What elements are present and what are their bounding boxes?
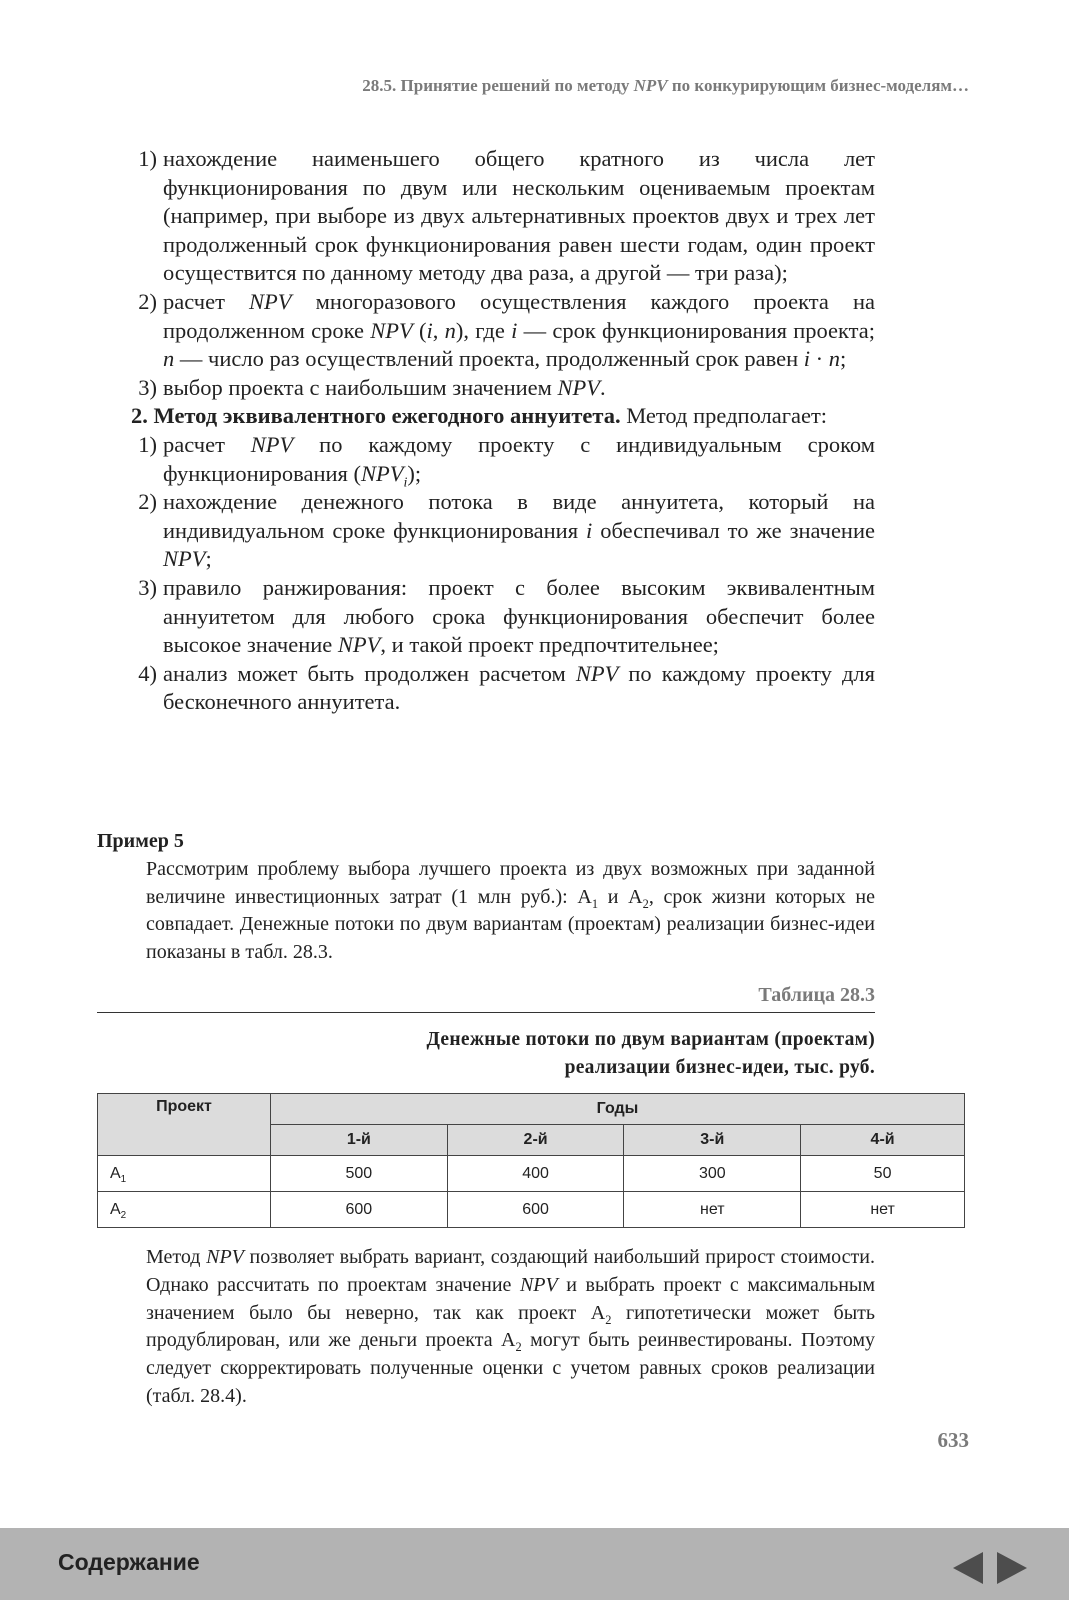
list-item (97, 288, 875, 374)
list-number: 1) (138, 431, 157, 457)
table-title-line: Денежные потоки по двум вариантам (проектам) (426, 1029, 875, 1050)
list-text: правило ранжирования: проект с более высоким эквивалентным аннуитетом для любого срока функционирования обеспечит более высокое значение NPV, и такой проект предпочтительнее; (163, 574, 875, 658)
list-item (97, 488, 875, 574)
cell-value: 600 (271, 1192, 448, 1228)
cell-project: $А_1$ (98, 1156, 271, 1192)
list-item (97, 374, 875, 403)
list-item (97, 660, 875, 717)
list-number: 3) (138, 374, 157, 400)
header-year: 4-й (801, 1125, 965, 1156)
cell-value: 600 (447, 1192, 624, 1228)
cash-flow-table (97, 1093, 965, 1228)
list-item (97, 574, 875, 660)
method-heading: 2. Метод эквивалентного ежегодного аннуитета. (131, 403, 621, 429)
cell-value: нет (624, 1192, 801, 1228)
cell-project: $А_2$ (98, 1192, 271, 1228)
cell-value: 300 (624, 1156, 801, 1192)
list-item (97, 145, 875, 288)
table-row (98, 1192, 965, 1228)
list-number: 2) (138, 288, 157, 314)
footer-bar (0, 1528, 1069, 1600)
running-head-npv: NPV (633, 76, 668, 95)
running-head-text-end: по конкурирующим бизнес-моделям… (667, 76, 969, 95)
list-text: выбор проекта с наибольшим значением NPV. (163, 374, 606, 400)
header-project: Проект (98, 1094, 271, 1156)
table-row (98, 1156, 965, 1192)
table-rule (97, 1012, 875, 1013)
page-number: 633 (937, 1428, 969, 1452)
cell-value: 50 (801, 1156, 965, 1192)
list-item (97, 431, 875, 491)
list-text: расчет NPV многоразового осуществления каждого проекта на продолженном сроке NPV (i, n), где i — срок функционирования проекта; n — число раз осуществлений проекта, продолженный срок равен i · n; (163, 288, 876, 372)
header-year: 3-й (624, 1125, 801, 1156)
header-years: Годы (271, 1094, 965, 1125)
running-head (362, 76, 969, 96)
list-text: анализ может быть продолжен расчетом NPV по каждому проекту для бесконечного аннуитета. (163, 660, 876, 715)
example-text: Рассмотрим проблему выбора лучшего проекта из двух возможных при заданной величине инвестиционных затрат (1 млн руб.): $А_1$ и $А_2$, срок жизни которых не совпадает. Денежные потоки по двум вариантам (проектам) реализации бизнес-идеи показаны в табл. 28.3. (146, 857, 876, 964)
method-text: Метод предполагает: (620, 403, 828, 429)
list-text: нахождение денежного потока в виде аннуитета, который на индивидуальном сроке функционирования i обеспечивал то же значение NPV; (163, 489, 875, 572)
method-paragraph (97, 402, 875, 431)
example-title: Пример 5 (97, 830, 184, 852)
list-number: 1) (138, 146, 157, 171)
conclusion-paragraph: Метод NPV позволяет выбрать вариант, создающий наибольший прирост стоимости. Однако рассчитать по проектам значение NPV и выбрать проект с максимальным значением было бы неверно, так как проект $А_2$ гипотетически может быть продублирован, или же деньги проекта $А_2$ могут быть реинвестированы. Поэтому следует скорректировать полученные оценки с учетом равных сроков реализации (табл. 28.4). (146, 1246, 875, 1407)
cell-value: 400 (447, 1156, 624, 1192)
table-label: Таблица 28.3 (758, 984, 875, 1006)
list-text: нахождение наименьшего общего кратного из числа лет функционирования по двум или нескольким оцениваемым проектам (например, при выборе из двух альтернативных проектов двух и трех лет продолженный срок функционирования равен шести годам, один проект осуществится по данному методу два раза, а другой — три раза); (163, 146, 875, 286)
list-number: 2) (138, 489, 157, 515)
list-text: расчет NPV по каждому проекту с индивидуальным сроком функционирования $(NPV_i)$; (163, 431, 875, 491)
list-number: 4) (138, 660, 157, 686)
table-title-line: реализации бизнес-идеи, тыс. руб. (564, 1057, 875, 1078)
table-title (275, 1026, 875, 1082)
header-year: 2-й (447, 1125, 624, 1156)
cell-value: 500 (271, 1156, 448, 1192)
main-text (97, 145, 875, 717)
cell-value: нет (801, 1192, 965, 1228)
running-head-text: 28.5. Принятие решений по методу (362, 76, 634, 95)
prev-page-icon[interactable] (953, 1552, 983, 1584)
example-block (97, 828, 875, 967)
list-number: 3) (138, 574, 157, 600)
next-page-icon[interactable] (997, 1552, 1027, 1584)
contents-link[interactable]: Содержание (58, 1549, 200, 1575)
header-year: 1-й (271, 1125, 448, 1156)
